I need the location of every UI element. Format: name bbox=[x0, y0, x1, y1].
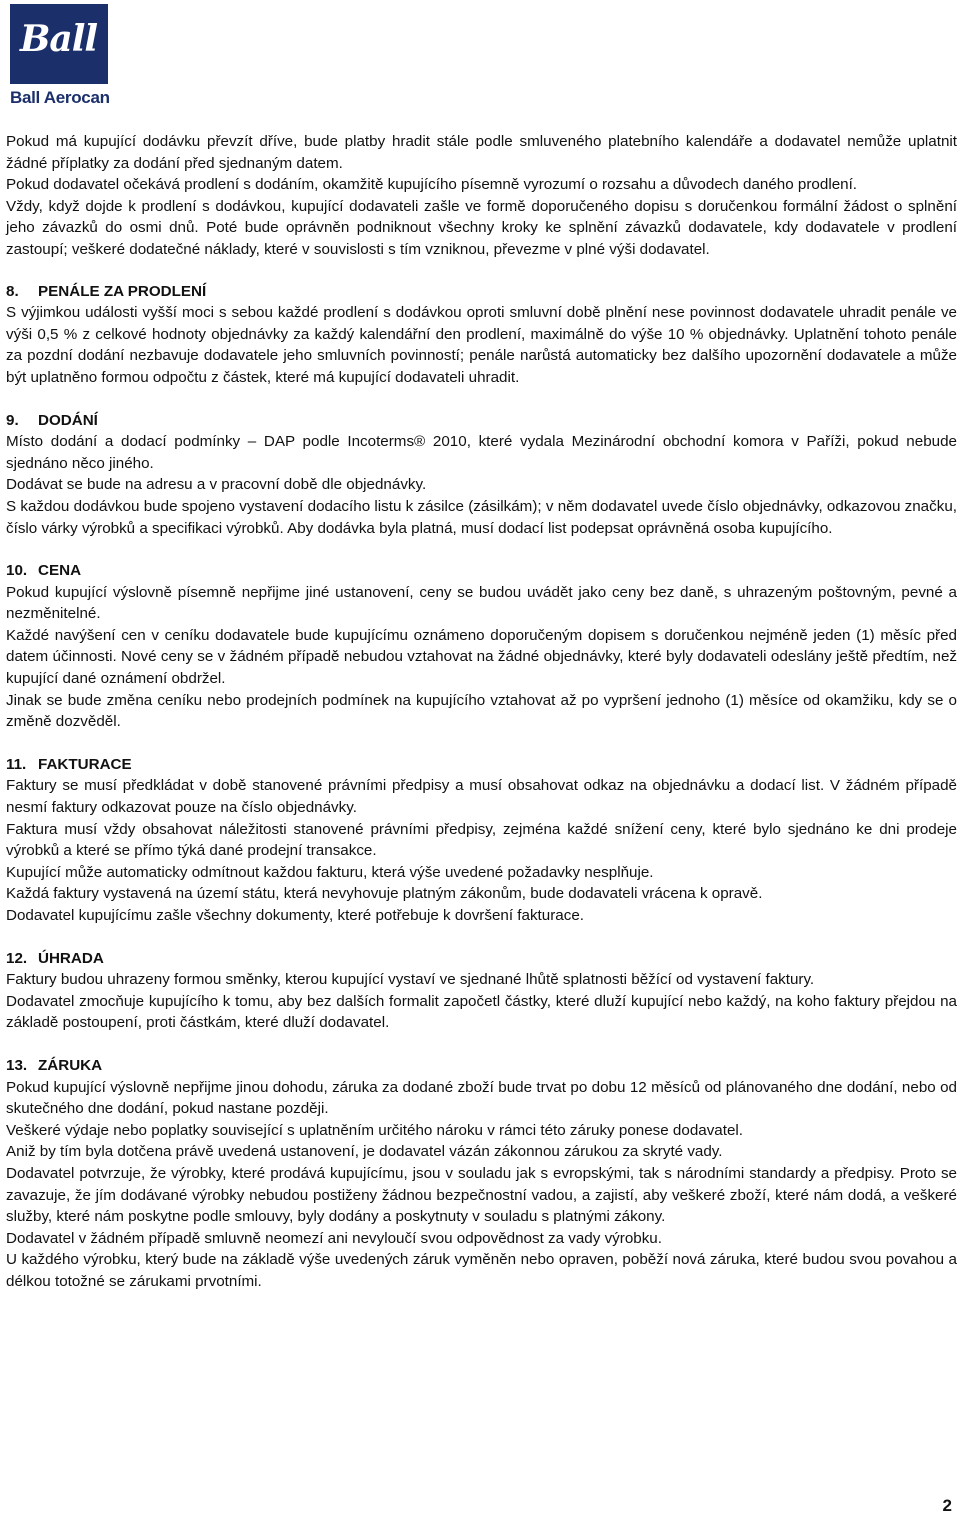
section-paragraph: Každé navýšení cen v ceníku dodavatele bude kupujícímu oznámeno doporučeným dopisem s doručenkou nejméně jeden (1) měsíc před datem účinnosti. Nové ceny se v žádném případě nebudou vztahovat na žádné objednávky, které byly dodavateli odeslány ještě předtím, než kupující dané oznámení obdržel. bbox=[6, 626, 957, 688]
logo-script-text: Ball bbox=[20, 18, 98, 60]
section-paragraph: Aniž by tím byla dotčena právě uvedená ustanovení, je dodavatel vázán zákonnou zárukou za skryté vady. bbox=[6, 1143, 723, 1161]
section-number: 11. bbox=[6, 755, 27, 773]
section-paragraph: Místo dodání a dodací podmínky – DAP podle Incoterms® 2010, které vydala Mezinárodní obchodní komora v Paříži, pokud nebude sjednáno něco jiného. bbox=[6, 433, 957, 472]
section-fakturace bbox=[6, 754, 957, 927]
logo-mark bbox=[10, 4, 108, 84]
section-heading bbox=[6, 281, 957, 303]
ball-aerocan-logo bbox=[8, 4, 138, 108]
section-heading bbox=[6, 410, 957, 432]
section-number: 9. bbox=[6, 411, 19, 429]
document-body bbox=[6, 131, 957, 1293]
section-paragraph: Faktury budou uhrazeny formou směnky, kterou kupující vystaví ve sjednané lhůtě splatnosti běžící od vystavení faktury. bbox=[6, 971, 815, 989]
section-paragraph: Dodavatel zmocňuje kupujícího k tomu, aby bez dalších formalit započetl částky, které dluží kupující nebo každý, na koho faktury přejdou na základě postoupení, proti částkám, které dluží dodavatel. bbox=[6, 992, 957, 1032]
section-title: CENA bbox=[38, 562, 82, 580]
intro-paragraph: Pokud dodavatel očekává prodlení s dodáním, okamžitě kupujícího písemně vyrozumí o rozsahu a důvodech daného prodlení. bbox=[6, 176, 858, 194]
section-paragraph: Pokud kupující výslovně písemně nepřijme jiné ustanovení, ceny se budou uvádět jako ceny bez daně, s uhrazeným poštovným, pevné a nezměnitelné. bbox=[6, 583, 957, 623]
section-cena bbox=[6, 560, 957, 733]
intro-paragraph: Pokud má kupující dodávku převzít dříve, bude platby hradit stále podle smluveného platebního kalendáře a dodavatel nemůže uplatnit žádné příplatky za dodání před sjednaným datem. bbox=[6, 133, 957, 172]
intro-block bbox=[6, 131, 957, 261]
section-paragraph: Faktura musí vždy obsahovat náležitosti stanovené právními předpisy, zejména každé snížení ceny, které bylo sjednáno ke dni prodeje výrobků a které se přímo týká dané prodejní transakce. bbox=[6, 820, 957, 860]
section-heading bbox=[6, 754, 957, 776]
section-paragraph: Jinak se bude změna ceníku nebo prodejních podmínek na kupujícího vztahovat až po vypršení jednoho (1) měsíce od okamžiku, kdy se o změně dozvěděl. bbox=[6, 691, 957, 731]
section-paragraph: U každého výrobku, který bude na základě výše uvedených záruk vyměněn nebo opraven, poběží nová záruka, které budou svou povahou a délkou totožné se zárukami prvotními. bbox=[6, 1251, 957, 1290]
logo-company-name: Ball Aerocan bbox=[10, 88, 110, 107]
section-paragraph: Dodávat se bude na adresu a v pracovní době dle objednávky. bbox=[6, 476, 427, 494]
section-paragraph: Dodavatel v žádném případě smluvně neomezí ani nevyloučí svou odpovědnost za vady výrobku. bbox=[6, 1229, 662, 1247]
section-paragraph: Faktury se musí předkládat v době stanovené právními předpisy a musí obsahovat odkaz na objednávku a dodací list. V žádném případě nesmí faktury odkazovat pouze na číslo objednávky. bbox=[6, 777, 957, 817]
section-heading bbox=[6, 1055, 957, 1077]
section-paragraph: Dodavatel kupujícímu zašle všechny dokumenty, které potřebuje k dovršení fakturace. bbox=[6, 907, 584, 924]
section-paragraph: Kupující může automaticky odmítnout každou fakturu, která výše uvedené požadavky nesplňuje. bbox=[6, 863, 654, 881]
section-title: DODÁNÍ bbox=[38, 411, 98, 429]
section-number: 10. bbox=[6, 562, 28, 580]
section-penale bbox=[6, 281, 957, 389]
section-paragraph: S každou dodávkou bude spojeno vystavení dodacího listu k zásilce (zásilkám); v něm dodavatel uvede číslo objednávky, odkazovou značku, číslo várky výrobků a specifikaci výrobků. Aby dodávka byla platná, musí dodací list podepsat oprávněná osoba kupujícího. bbox=[6, 497, 957, 537]
section-paragraph: Pokud kupující výslovně nepřijme jinou dohodu, záruka za dodané zboží bude trvat po dobu 12 měsíců od plánovaného dne dodání, nebo od skutečného dne dodání, pokud nastane později. bbox=[6, 1078, 957, 1118]
section-heading bbox=[6, 948, 957, 970]
section-title: ÚHRADA bbox=[38, 949, 104, 967]
section-paragraph: S výjimkou události vyšší moci s sebou každé prodlení s dodávkou oproti smluvní době plnění nese povinnost dodavatele uhradit penále ve výši 0,5 % z celkové hodnoty objednávky za každý kalendářní den prodlení, maximálně do výše 10 % objednávky. Uplatnění tohoto penále za pozdní dodání nezbavuje dodavatele jeho smluvních povinností; penále narůstá automaticky bez dalšího upozornění dodavatele a může být uplatněno formou odpočtu z částek, které má kupující dodavateli uhradit. bbox=[6, 304, 957, 386]
section-uhrada bbox=[6, 948, 957, 1034]
section-paragraph: Dodavatel potvrzuje, že výrobky, které prodává kupujícímu, jsou v souladu jak s evropskými, tak s národními standardy a předpisy. Proto se zavazuje, že jím dodávané výrobky nebudou postiženy žádnou bezpečnostní vadou, a zajistí, aby veškeré zboží, které nám dodá, a veškeré služby, které nám poskytne podle smlouvy, byly dodány a poskytnuty v souladu s platnými zákony. bbox=[6, 1164, 957, 1226]
page-number: 2 bbox=[942, 1496, 952, 1515]
section-title: ZÁRUKA bbox=[38, 1056, 103, 1074]
section-title: PENÁLE ZA PRODLENÍ bbox=[38, 282, 207, 300]
section-number: 8. bbox=[6, 282, 19, 300]
section-heading bbox=[6, 560, 957, 582]
section-number: 12. bbox=[6, 949, 28, 967]
section-paragraph: Veškeré výdaje nebo poplatky související s uplatněním určitého nároku v rámci této záruky ponese dodavatel. bbox=[6, 1121, 744, 1139]
section-dodani bbox=[6, 410, 957, 540]
intro-paragraph: Vždy, když dojde k prodlení s dodávkou, kupující dodavateli zašle ve formě doporučeného dopisu s doručenkou formální žádost o splnění jeho závazků do osmi dnů. Poté bude oprávněn podniknout všechny kroky ke splnění závazků dodavatele, kdy dodavatele v prodlení zastoupí; veškeré dodatečné náklady, které v souvislosti s tím vzniknou, převezme v plné výši dodavatel. bbox=[6, 197, 957, 258]
section-number: 13. bbox=[6, 1056, 28, 1074]
section-paragraph: Každá faktury vystavená na území státu, která nevyhovuje platným zákonům, bude dodavateli vrácena k opravě. bbox=[6, 885, 763, 903]
section-title: FAKTURACE bbox=[38, 755, 132, 773]
section-zaruka bbox=[6, 1055, 957, 1293]
